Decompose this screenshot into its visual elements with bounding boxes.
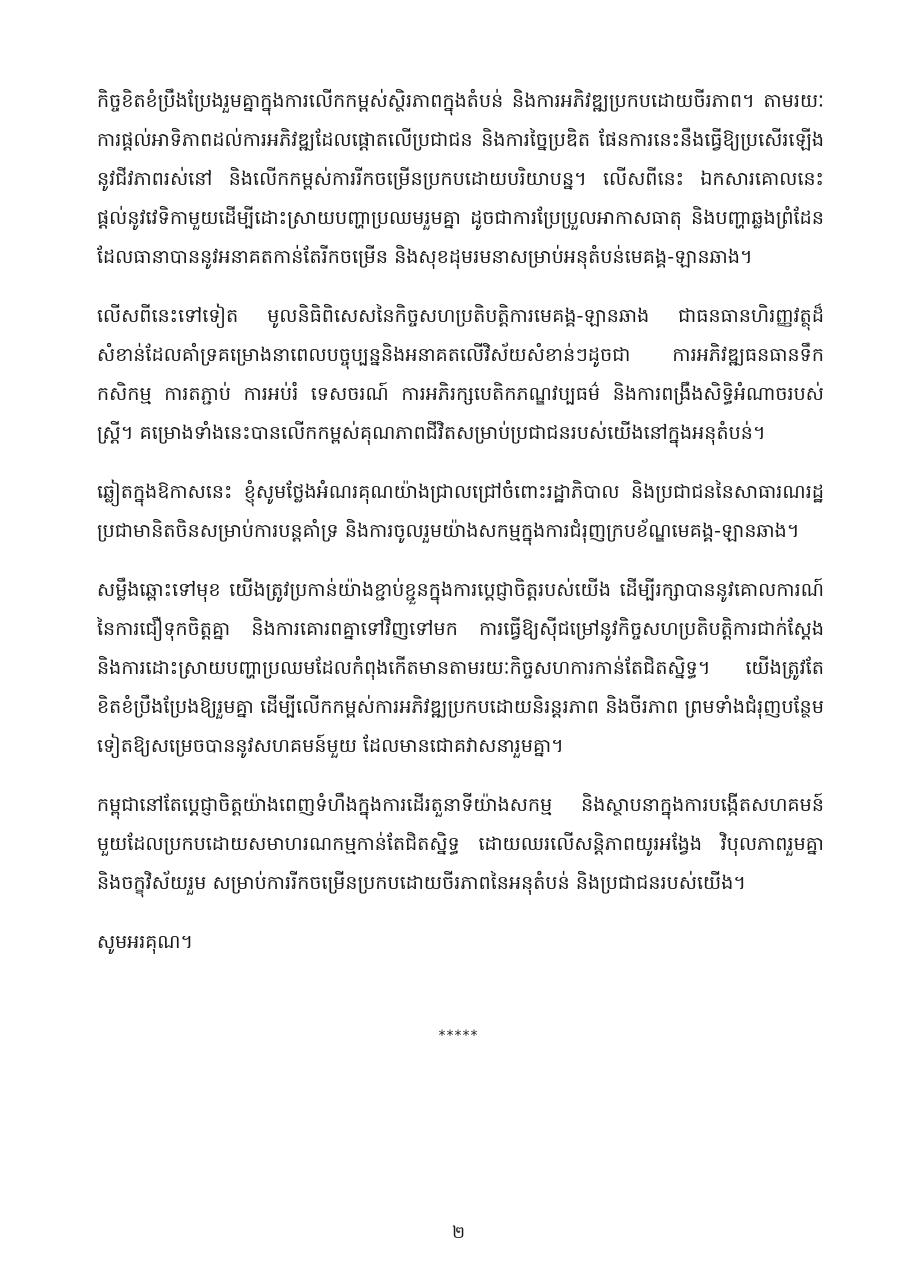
paragraph-2: លើសពីនេះទៅទៀត មូលនិធិពិសេសនៃកិច្ចសហប្រតិបត្តិការមេគង្គ-ឡានឆាង ជាធនធានហិរញ្ញវត្ថុដ៏សំខាន់ដែលគាំទ្រគម្រោងនាពេលបច្ចុប្បន្ននិងអនាគតលើវិស័យសំខាន់ៗដូចជា ការអភិវឌ្ឍធនធានទឹក កសិកម្ម ការតភ្ជាប់ ការអប់រំ ទេសចរណ៍ ការអភិរក្សបេតិកភណ្ឌវប្បធម៌ និងការពង្រឹងសិទ្ធិអំណាចរបស់ស្ត្រី។ គម្រោងទាំងនេះបានលើកកម្ពស់គុណភាពជីវិតសម្រាប់ប្រជាជនរបស់យើងនៅក្នុងអនុតំបន់។ bbox=[97, 305, 824, 444]
paragraph-4: សម្លឹងឆ្ពោះទៅមុខ យើងត្រូវប្រកាន់យ៉ាងខ្ជាប់ខ្ជួនក្នុងការប្តេជ្ញាចិត្តរបស់យើង ដើម្បីរក្សាបាននូវគោលការណ៍នៃការជឿទុកចិត្តគ្នា និងការគោរពគ្នាទៅវិញទៅមក ការធ្វើឱ្យស៊ីជម្រៅនូវកិច្ចសហប្រតិបត្តិការជាក់ស្តែង និងការដោះស្រាយបញ្ហាប្រឈមដែលកំពុងកើតមានតាមរយៈកិច្ចសហការកាន់តែជិតស្និទ្ធ។ យើងត្រូវតែខិតខំប្រឹងប្រែងឱ្យរួមគ្នា ដើម្បីលើកកម្ពស់ការអភិវឌ្ឍប្រកបដោយនិរន្តរភាព និងចីរភាព ព្រមទាំងជំរុញបន្ថែមទៀតឱ្យសម្រេចបាននូវសហគមន៍មួយ ដែលមានជោគវាសនារួមគ្នា។ bbox=[97, 579, 824, 757]
paragraph-3: ឆ្លៀតក្នុងឱកាសនេះ ខ្ញុំសូមថ្លែងអំណរគុណយ៉ាងជ្រាលជ្រៅចំពោះរដ្ឋាភិបាល និងប្រជាជននៃសាធារណរដ្ឋប្រជាមានិតចិនសម្រាប់ការបន្តគាំទ្រ និងការចូលរួមយ៉ាងសកម្មក្នុងការជំរុញក្របខ័ណ្ឌមេគង្គ-ឡានឆាង។ bbox=[97, 481, 824, 542]
closing-text: សូមអរគុណ។ bbox=[97, 931, 194, 953]
paragraph-1: កិច្ចខិតខំប្រឹងប្រែងរួមគ្នាក្នុងការលើកកម្ពស់ស្ថិរភាពក្នុងតំបន់ និងការអភិវឌ្ឍប្រកបដោយចីរភាព។ តាមរយៈការផ្តល់អាទិភាពដល់ការអភិវឌ្ឍដែលផ្តោតលើប្រជាជន និងការច្នៃប្រឌិត ផែនការនេះនឹងធ្វើឱ្យប្រសើរឡើងនូវជីវភាពរស់នៅ និងលើកកម្ពស់ការរីកចម្រើនប្រកបដោយបរិយាបន្ន។ លើសពីនេះ ឯកសារគោលនេះ ផ្តល់នូវវេទិកាមួយដើម្បីដោះស្រាយបញ្ហាប្រឈមរួមគ្នា ដូចជាការប្រែប្រួលអាកាសធាតុ និងបញ្ហាឆ្លងព្រំដែន ដែលធានាបាននូវអនាគតកាន់តែរីកចម្រើន និងសុខដុមរមនាសម្រាប់អនុតំបន់មេគង្គ-ឡានឆាង។ bbox=[97, 90, 824, 268]
paragraph-5: កម្ពុជានៅតែប្តេជ្ញាចិត្តយ៉ាងពេញទំហឹងក្នុងការដើរតួនាទីយ៉ាងសកម្ម និងស្ថាបនាក្នុងការបង្កើតសហគមន៍មួយដែលប្រកបដោយសមាហរណកម្មកាន់តែជិតស្និទ្ធ ដោយឈរលើសន្តិភាពយូរអង្វែង វិបុលភាពរួមគ្នា និងចក្ខុវិស័យរួម សម្រាប់ការរីកចម្រើនប្រកបដោយចីរភាពនៃអនុតំបន់ និងប្រជាជនរបស់យើង។ bbox=[97, 794, 824, 894]
page-number: ២ bbox=[452, 1223, 465, 1243]
document-body bbox=[97, 82, 824, 962]
end-divider: ***** bbox=[438, 1028, 479, 1044]
